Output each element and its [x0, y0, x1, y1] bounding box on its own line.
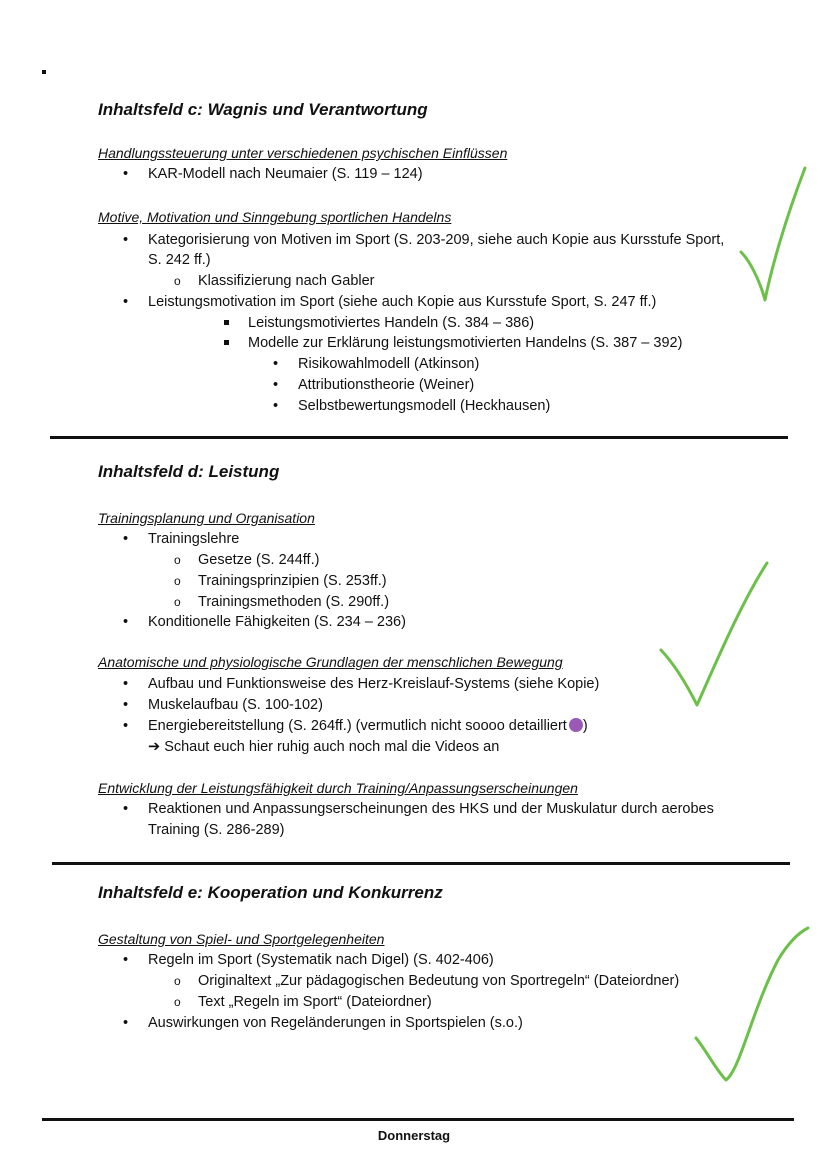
list-item: Leistungsmotiviertes Handeln (S. 384 – 386) — [248, 315, 535, 331]
section-divider — [52, 862, 790, 865]
list-item-continuation: Training (S. 286-289) — [148, 822, 285, 838]
arrow-note-text: Schaut euch hier ruhig auch noch mal die Videos an — [164, 739, 500, 755]
checkmark-icon — [655, 555, 775, 715]
section-e-title: Inhaltsfeld e: Kooperation und Konkurrenz — [98, 883, 443, 902]
list-item: • Auswirkungen von Regeländerungen in Sportspielen (s.o.) — [148, 1013, 523, 1033]
section-d-subheading-1: Trainingsplanung und Organisation — [98, 510, 315, 526]
checkmark-icon — [690, 920, 815, 1090]
list-item-continuation: S. 242 ff.) — [148, 252, 211, 268]
energie-text: Energiebereitstellung (S. 264ff.) (vermutlich nicht soooo detailliert — [148, 718, 567, 734]
list-item: • Aufbau und Funktionsweise des Herz-Kreislauf-Systems (siehe Kopie) — [148, 674, 599, 694]
list-item: Modelle zur Erklärung leistungsmotivierten Handelns (S. 387 – 392) — [248, 335, 683, 351]
list-item: • Attributionstheorie (Weiner) — [298, 375, 474, 395]
section-divider — [50, 436, 788, 439]
list-item: • Leistungsmotivation im Sport (siehe auch Kopie aus Kursstufe Sport, S. 247 ff.) — [148, 292, 656, 312]
section-d-subheading-3: Entwicklung der Leistungsfähigkeit durch Training/Anpassungserscheinungen — [98, 780, 578, 796]
section-c-title: Inhaltsfeld c: Wagnis und Verantwortung — [98, 100, 428, 119]
section-e-subheading-1: Gestaltung von Spiel- und Sportgelegenheiten — [98, 931, 385, 947]
stray-dot — [42, 70, 46, 74]
section-c-subheading-2: Motive, Motivation und Sinngebung sportlichen Handelns — [98, 209, 452, 225]
list-item: • KAR-Modell nach Neumaier (S. 119 – 124) — [148, 164, 423, 184]
list-item: o Text „Regeln im Sport“ (Dateiordner) — [198, 992, 432, 1012]
energie-close: ) — [582, 718, 588, 734]
list-item: o Klassifizierung nach Gabler — [198, 271, 375, 291]
section-c-subheading-1: Handlungssteuerung unter verschiedenen psychischen Einflüssen — [98, 145, 508, 161]
list-item: • Kategorisierung von Motiven im Sport (S. 203-209, siehe auch Kopie aus Kursstufe Sport, — [148, 230, 724, 250]
checkmark-icon — [735, 160, 810, 310]
list-item: • Muskelaufbau (S. 100-102) — [148, 695, 323, 715]
list-item — [148, 716, 588, 736]
arrow-note — [148, 737, 499, 757]
list-item: o Trainingsprinzipien (S. 253ff.) — [198, 571, 387, 591]
footer-divider — [42, 1118, 794, 1121]
list-item: o Gesetze (S. 244ff.) — [198, 550, 319, 570]
list-item: • Risikowahlmodell (Atkinson) — [298, 354, 479, 374]
right-arrow-icon: ➔ — [148, 739, 165, 755]
list-item: • Regeln im Sport (Systematik nach Digel) (S. 402-406) — [148, 950, 494, 970]
list-item: • Selbstbewertungsmodell (Heckhausen) — [298, 396, 550, 416]
list-item: • Reaktionen und Anpassungserscheinungen des HKS und der Muskulatur durch aerobes — [148, 799, 714, 819]
section-d-title: Inhaltsfeld d: Leistung — [98, 462, 280, 481]
list-item: • Konditionelle Fähigkeiten (S. 234 – 236) — [148, 612, 406, 632]
list-item: o Originaltext „Zur pädagogischen Bedeutung von Sportregeln“ (Dateiordner) — [198, 971, 679, 991]
footer-label: Donnerstag — [377, 1128, 451, 1143]
person-gesture-emoji-icon — [569, 718, 583, 732]
list-item: o Trainingsmethoden (S. 290ff.) — [198, 592, 389, 612]
list-item: • Trainingslehre — [148, 529, 239, 549]
section-d-subheading-2: Anatomische und physiologische Grundlagen der menschlichen Bewegung — [98, 654, 563, 670]
